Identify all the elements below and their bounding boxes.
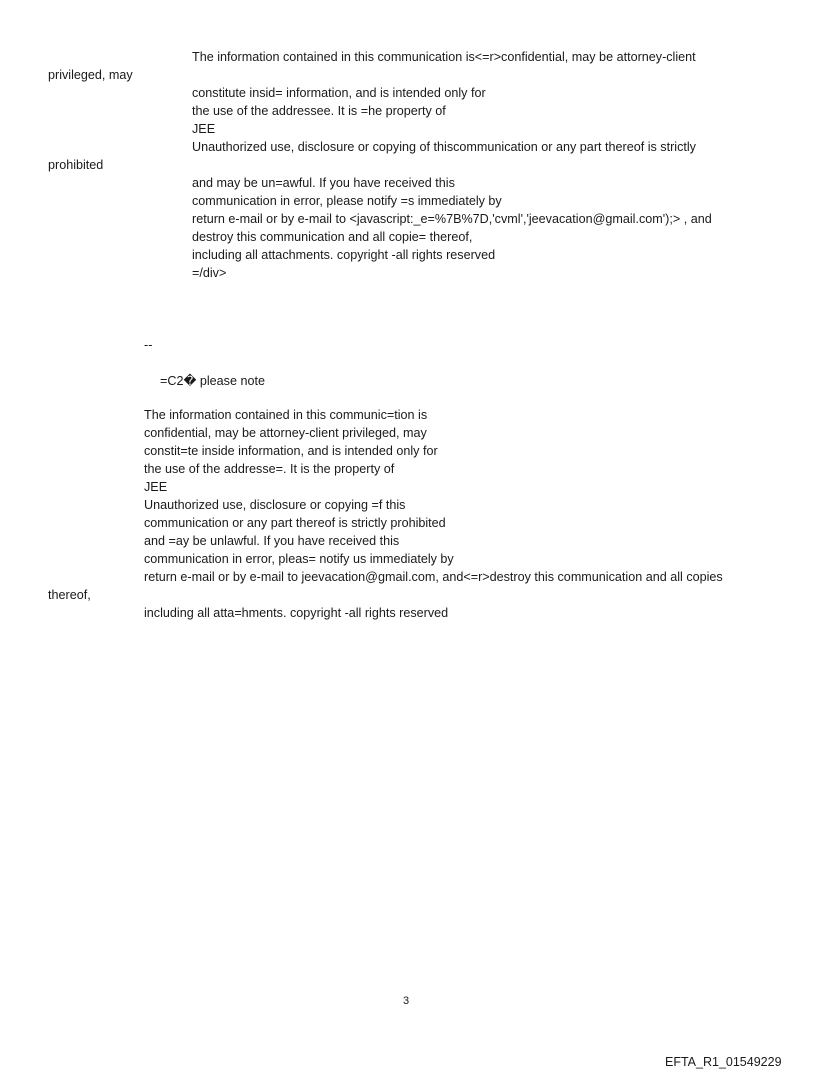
block2-line: JEE	[144, 480, 168, 494]
block2-line: communication in error, pleas= notify us immediately by	[144, 552, 454, 566]
block2-line: return e-mail or by e-mail to jeevacation@gmail.com, and<=r>destroy this communication and all copies	[144, 570, 723, 584]
block2-line: The information contained in this communic=tion is	[144, 408, 428, 422]
block1-line: destroy this communication and all copie= thereof,	[192, 230, 473, 244]
block1-line: the use of the addressee. It is =he property of	[192, 104, 446, 118]
note-heading: =C2� please note	[160, 374, 265, 388]
document-id: EFTA_R1_01549229	[665, 1055, 782, 1069]
block1-line: constitute insid= information, and is intended only for	[192, 86, 486, 100]
block2-line: communication or any part thereof is strictly prohibited	[144, 516, 446, 530]
block1-line: Unauthorized use, disclosure or copying of thiscommunication or any part thereof is strictly	[192, 140, 696, 154]
block2-line: thereof,	[48, 588, 91, 602]
block1-line: privileged, may	[48, 68, 133, 82]
block1-line: JEE	[192, 122, 216, 136]
block2-line: including all atta=hments. copyright -all rights reserved	[144, 606, 449, 620]
block1-line: and may be un=awful. If you have received this	[192, 176, 455, 190]
block2-line: Unauthorized use, disclosure or copying =f this	[144, 498, 406, 512]
signature-separator: --	[144, 338, 153, 352]
block1-line: prohibited	[48, 158, 104, 172]
block1-line: return e-mail or by e-mail to <javascript:_e=%7B%7D,'cvml','jeevacation@gmail.com');> , and	[192, 212, 712, 226]
block2-line: and =ay be unlawful. If you have received this	[144, 534, 400, 548]
block1-line: The information contained in this communication is<=r>confidential, may be attorney-client	[192, 50, 696, 64]
block2-line: the use of the addresse=. It is the property of	[144, 462, 395, 476]
block1-line: =/div>	[192, 266, 227, 280]
block1-line: communication in error, please notify =s immediately by	[192, 194, 502, 208]
page-number: 3	[403, 995, 410, 1007]
block2-line: constit=te inside information, and is intended only for	[144, 444, 438, 458]
block2-line: confidential, may be attorney-client privileged, may	[144, 426, 427, 440]
block1-line: including all attachments. copyright -all rights reserved	[192, 248, 496, 262]
